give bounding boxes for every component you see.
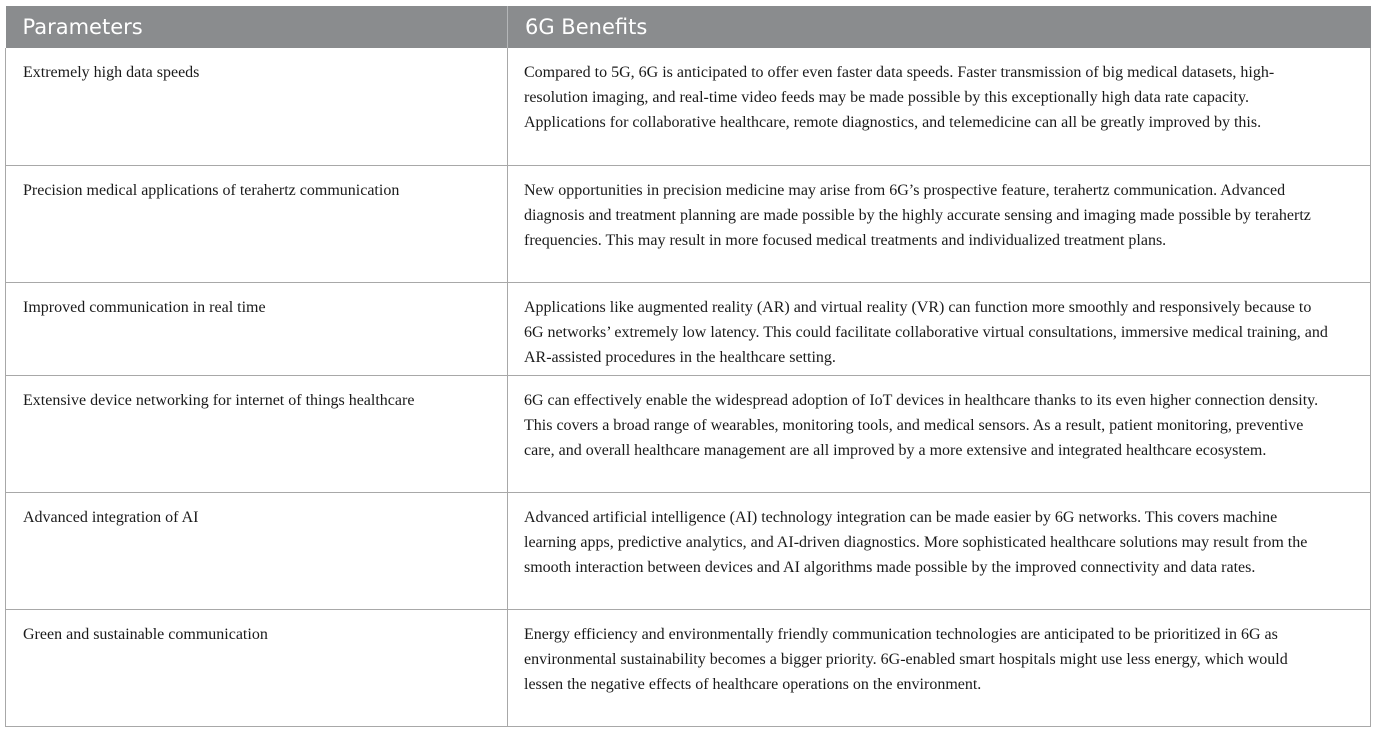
parameter-cell: Advanced integration of AI [6, 492, 508, 609]
parameter-cell: Improved communication in real time [6, 282, 508, 375]
table-row [6, 48, 1371, 165]
table-body [6, 48, 1371, 726]
table-row [6, 609, 1371, 726]
benefit-cell: Energy efficiency and environmentally friendly communication technologies are anticipated to be prioritized in 6G as environmental sustainability becomes a bigger priority. 6G-enabled smart hospitals might use less energy, which would lessen the negative effects of healthcare operations on the environment. [508, 609, 1371, 726]
parameter-cell: Extensive device networking for internet of things healthcare [6, 375, 508, 492]
table-row [6, 492, 1371, 609]
benefit-cell: Applications like augmented reality (AR) and virtual reality (VR) can function more smoothly and responsively because to 6G networks’ extremely low latency. This could facilitate collaborative virtual consultations, immersive medical training, and AR-assisted procedures in the healthcare setting. [508, 282, 1371, 375]
table-row [6, 165, 1371, 282]
benefit-cell: New opportunities in precision medicine may arise from 6G’s prospective feature, terahertz communication. Advanced diagnosis and treatment planning are made possible by the highly accurate sensing and imaging made possible by terahertz frequencies. This may result in more focused medical treatments and individualized treatment plans. [508, 165, 1371, 282]
header-row [6, 6, 1371, 48]
benefit-cell: 6G can effectively enable the widespread adoption of IoT devices in healthcare thanks to its even higher connection density. This covers a broad range of wearables, monitoring tools, and medical sensors. As a result, patient monitoring, preventive care, and overall healthcare management are all improved by a more extensive and integrated healthcare ecosystem. [508, 375, 1371, 492]
table-header [6, 6, 1371, 48]
header-6g-benefits: 6G Benefits [508, 6, 1371, 48]
benefit-cell: Compared to 5G, 6G is anticipated to offer even faster data speeds. Faster transmission of big medical datasets, high-resolution imaging, and real-time video feeds may be made possible by this exceptionally high data rate capacity. Applications for collaborative healthcare, remote diagnostics, and telemedicine can all be greatly improved by this. [508, 48, 1371, 165]
table-row [6, 375, 1371, 492]
benefits-table [5, 6, 1371, 727]
header-parameters: Parameters [6, 6, 508, 48]
table-row [6, 282, 1371, 375]
parameter-cell: Green and sustainable communication [6, 609, 508, 726]
parameter-cell: Extremely high data speeds [6, 48, 508, 165]
benefits-table-container [5, 6, 1370, 727]
parameter-cell: Precision medical applications of terahertz communication [6, 165, 508, 282]
benefit-cell: Advanced artificial intelligence (AI) technology integration can be made easier by 6G networks. This covers machine learning apps, predictive analytics, and AI-driven diagnostics. More sophisticated healthcare solutions may result from the smooth interaction between devices and AI algorithms made possible by the improved connectivity and data rates. [508, 492, 1371, 609]
